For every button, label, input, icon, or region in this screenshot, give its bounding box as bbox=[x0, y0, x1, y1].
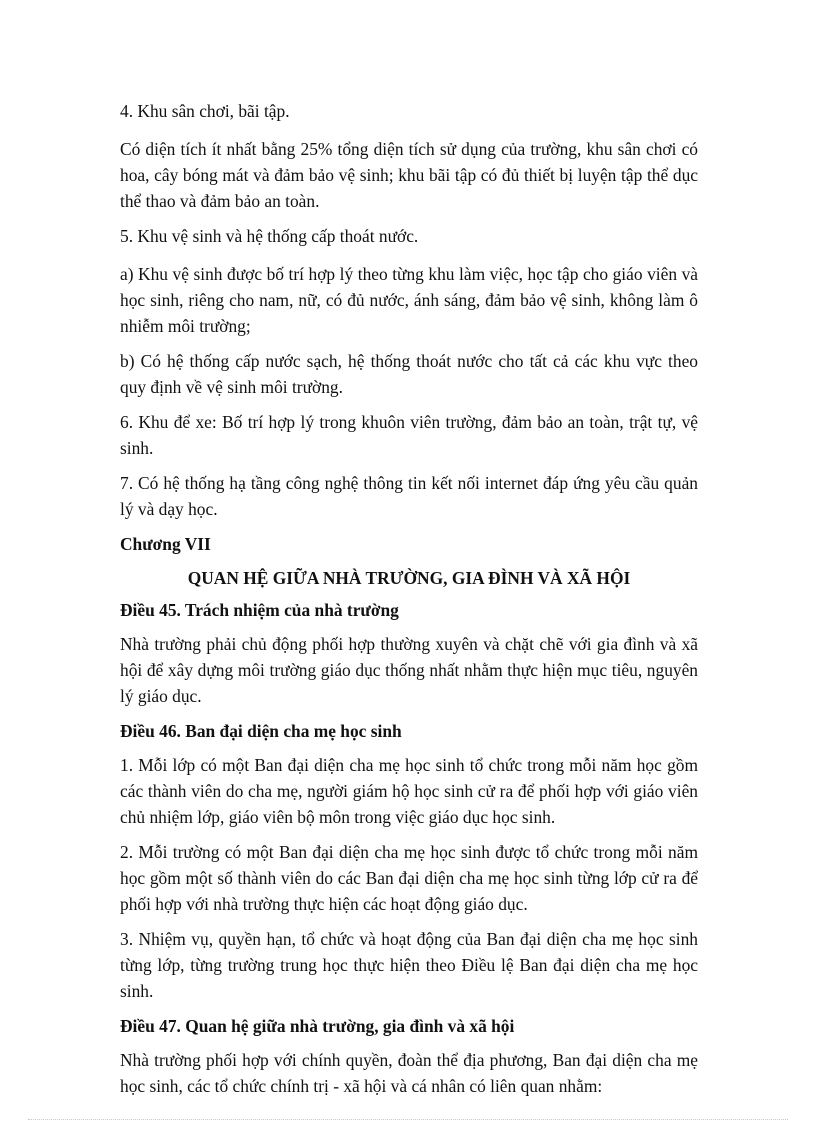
document-page bbox=[120, 98, 698, 1108]
section-7-body: 7. Có hệ thống hạ tầng công nghệ thông tin kết nối internet đáp ứng yêu cầu quản lý và dạy học. bbox=[120, 473, 698, 519]
page-bottom-rule bbox=[28, 1119, 788, 1120]
article-47-heading: Điều 47. Quan hệ giữa nhà trường, gia đình và xã hội bbox=[120, 1016, 515, 1036]
article-46-clause-2: 2. Mỗi trường có một Ban đại diện cha mẹ học sinh được tổ chức trong mỗi năm học gồm một số thành viên do các Ban đại diện cha mẹ học sinh từng lớp cử ra để phối hợp với nhà trường thực hiện các hoạt động giáo dục. bbox=[120, 842, 698, 914]
article-46-heading: Điều 46. Ban đại diện cha mẹ học sinh bbox=[120, 721, 402, 741]
article-47-body: Nhà trường phối hợp với chính quyền, đoàn thể địa phương, Ban đại diện cha mẹ học sinh, các tổ chức chính trị - xã hội và cá nhân có liên quan nhằm: bbox=[120, 1050, 698, 1096]
section-5-heading: 5. Khu vệ sinh và hệ thống cấp thoát nước. bbox=[120, 226, 419, 246]
section-6-body: 6. Khu để xe: Bố trí hợp lý trong khuôn viên trường, đảm bảo an toàn, trật tự, vệ sinh. bbox=[120, 412, 698, 458]
section-5b-body: b) Có hệ thống cấp nước sạch, hệ thống thoát nước cho tất cả các khu vực theo quy định về vệ sinh môi trường. bbox=[120, 351, 698, 397]
article-45-body: Nhà trường phải chủ động phối hợp thường xuyên và chặt chẽ với gia đình và xã hội để xây dựng môi trường giáo dục thống nhất nhằm thực hiện mục tiêu, nguyên lý giáo dục. bbox=[120, 634, 698, 706]
chapter-label: Chương VII bbox=[120, 534, 211, 554]
article-46-clause-3: 3. Nhiệm vụ, quyền hạn, tổ chức và hoạt động của Ban đại diện cha mẹ học sinh từng lớp, từng trường trung học thực hiện theo Điều lệ Ban đại diện cha mẹ học sinh. bbox=[120, 929, 698, 1001]
chapter-title: QUAN HỆ GIỮA NHÀ TRƯỜNG, GIA ĐÌNH VÀ XÃ HỘI bbox=[187, 568, 631, 588]
article-45-heading: Điều 45. Trách nhiệm của nhà trường bbox=[120, 600, 399, 620]
section-4-heading: 4. Khu sân chơi, bãi tập. bbox=[120, 101, 290, 121]
article-46-clause-1: 1. Mỗi lớp có một Ban đại diện cha mẹ học sinh tổ chức trong mỗi năm học gồm các thành viên do cha mẹ, người giám hộ học sinh cử ra để phối hợp với giáo viên chủ nhiệm lớp, giáo viên bộ môn trong việc giáo dục học sinh. bbox=[120, 755, 698, 827]
section-4-body: Có diện tích ít nhất bằng 25% tổng diện tích sử dụng của trường, khu sân chơi có hoa, cây bóng mát và đảm bảo vệ sinh; khu bãi tập có đủ thiết bị luyện tập thể dục thể thao và đảm bảo an toàn. bbox=[120, 139, 698, 211]
section-5a-body: a) Khu vệ sinh được bố trí hợp lý theo từng khu làm việc, học tập cho giáo viên và học sinh, riêng cho nam, nữ, có đủ nước, ánh sáng, đảm bảo vệ sinh, không làm ô nhiễm môi trường; bbox=[120, 264, 698, 336]
